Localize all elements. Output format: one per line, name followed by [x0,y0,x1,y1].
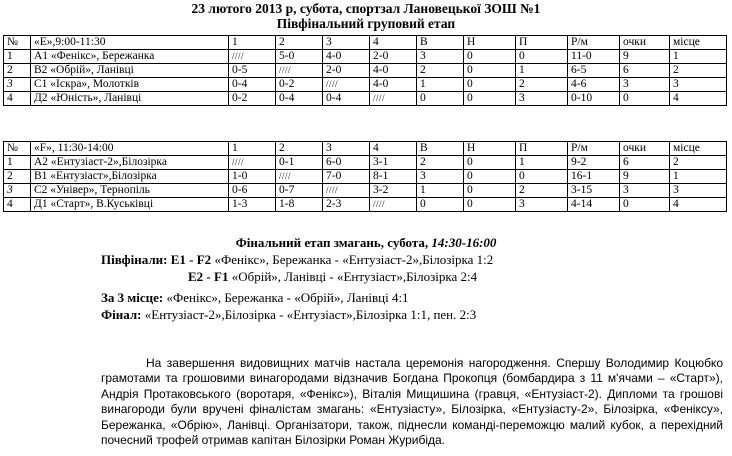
group-e-table-cell: 0 [464,64,516,78]
group-f-table-cell: 2 [417,156,464,170]
group-e-table-cell: 0 [464,78,516,92]
group-f-header-cell: 2 [276,142,323,156]
group-e-table-cell: В2 «Обрій», Ланівці [31,64,229,78]
group-e-table-cell: 3 [4,78,31,92]
group-f-table-cell: 6-0 [323,156,370,170]
group-e-table-cell: 0-2 [229,92,276,106]
group-f-table-row [4,184,727,198]
third-place-match [101,290,409,306]
group-e-table-cell: А1 «Фенікс», Бережанка [31,50,229,64]
group-e-header-cell: «Е»,9:00-11:30 [31,36,229,50]
group-e-table-cell: 2-0 [323,64,370,78]
group-f-table-row [4,170,727,184]
group-f-table [3,141,727,212]
group-f-header-cell: очки [620,142,670,156]
semifinal-1-text: «Фенікс», Бережанка - «Ентузіаст-2»,Білозірка 1:2 [211,252,494,267]
group-e-table-cell: 0-4 [323,92,370,106]
group-f-diagonal-cell: //// [323,184,370,198]
group-f-header-cell: Р/м [568,142,620,156]
group-e-table-cell: 4-0 [323,50,370,64]
group-f-table-cell: 3-1 [370,156,417,170]
group-f-table-cell: 9 [620,170,670,184]
page-header-line2: Півфінальний груповий етап [276,16,456,31]
group-e-header-cell: П [516,36,568,50]
group-f-table-cell: 3 [4,184,31,198]
group-e-table-cell: 3 [417,50,464,64]
group-f-table-cell: 9-2 [568,156,620,170]
group-f-header-cell: 4 [370,142,417,156]
group-f-table-cell: 7-0 [323,170,370,184]
group-e-table-cell: 0 [464,92,516,106]
group-e-table-cell: 0-4 [276,92,323,106]
group-f-header-row [4,142,727,156]
group-e-diagonal-cell: //// [229,50,276,64]
group-f-header-cell: № [4,142,31,156]
group-f-table-cell: 4-14 [568,198,620,212]
group-f-header-cell: «F», 11:30-14:00 [31,142,229,156]
group-f-table-cell: 3-2 [370,184,417,198]
group-f-table-cell: 6 [620,156,670,170]
group-e-table-cell: 0-4 [229,78,276,92]
group-e-table-cell: 4-0 [370,64,417,78]
group-e-table-cell: 4-6 [568,78,620,92]
group-e-table-cell: 2-0 [370,50,417,64]
group-f-header-cell: В [417,142,464,156]
group-e-header-cell: Р/м [568,36,620,50]
semifinal-2-label: Е2 - F1 [188,269,229,284]
group-e-header-row [4,36,727,50]
group-e-table-cell: С1 «Іскра», Молотків [31,78,229,92]
group-e-table-cell: 2 [670,64,727,78]
group-f-table-cell: 0 [417,198,464,212]
group-e-table-cell: 1 [417,78,464,92]
group-e-table-row [4,64,727,78]
group-e-header-cell: 2 [276,36,323,50]
group-e-table-cell: 0 [417,92,464,106]
group-e-table-cell: 5-0 [276,50,323,64]
group-f-table-row [4,156,727,170]
group-f-table-cell: 1 [417,184,464,198]
group-e-diagonal-cell: //// [323,78,370,92]
group-f-table-cell: 0 [464,170,516,184]
group-f-table-cell: С2 «Універ», Тернопіль [31,184,229,198]
final-match [101,307,476,323]
group-e-table-cell: 4-0 [370,78,417,92]
group-f-table-cell: 0 [516,170,568,184]
group-f-table-cell: 1-8 [276,198,323,212]
group-f-table-cell: 4 [670,198,727,212]
semifinal-1-label: Півфінали: Е1 - F2 [101,252,212,267]
group-e-table-cell: 0-2 [276,78,323,92]
group-f-table-cell: 1-0 [229,170,276,184]
group-e-table-cell: 0 [464,50,516,64]
group-e-table-cell: 0 [620,92,670,106]
group-f-table-cell: 3-15 [568,184,620,198]
group-e-table-cell: Д2 «Юність», Ланівці [31,92,229,106]
group-e-table-row [4,92,727,106]
group-f-diagonal-cell: //// [370,198,417,212]
semifinal-2-text: «Обрій», Ланівці - «Ентузіаст»,Білозірка 2:4 [228,269,478,284]
group-f-table-cell: 2 [516,184,568,198]
group-e-diagonal-cell: //// [276,64,323,78]
group-e-table-cell: 2 [4,64,31,78]
final-label: Фінал: [101,307,142,322]
group-f-table-cell: 1 [670,170,727,184]
group-f-table-cell: 3 [417,170,464,184]
group-e-header-cell: 4 [370,36,417,50]
group-f-table-cell: Д1 «Старт», В.Куськівці [31,198,229,212]
group-f-table-cell: 0-1 [276,156,323,170]
group-e-table-cell: 1 [4,50,31,64]
group-f-header-cell: 3 [323,142,370,156]
group-e-table-cell: 3 [620,78,670,92]
third-place-text: «Фенікс», Бережанка - «Обрій», Ланівці 4:1 [163,290,409,305]
group-f-table-cell: 1 [4,156,31,170]
group-f-table-cell: 0-6 [229,184,276,198]
group-e-table-cell: 9 [620,50,670,64]
final-text: «Ентузіаст-2»,Білозірка - «Ентузіаст»,Білозірка 1:1, пен. 2:3 [141,307,477,322]
group-f-diagonal-cell: //// [229,156,276,170]
group-e-diagonal-cell: //// [370,92,417,106]
group-e-table-cell: 0-10 [568,92,620,106]
group-f-table-cell: 3 [670,184,727,198]
group-e-header-cell: Н [464,36,516,50]
group-e-table-cell: 1 [516,64,568,78]
group-f-diagonal-cell: //// [276,170,323,184]
group-f-table-cell: 3 [620,184,670,198]
group-e-header-cell: 1 [229,36,276,50]
group-e-table-cell: 1 [670,50,727,64]
group-e-table-cell: 6-5 [568,64,620,78]
group-e-header-cell: очки [620,36,670,50]
group-f-table-cell: В1 «Ентузіаст»,Білозірка [31,170,229,184]
group-f-header-cell: Н [464,142,516,156]
group-f-table-cell: 0 [620,198,670,212]
group-e-table [3,35,727,106]
group-f-header-cell: П [516,142,568,156]
group-f-table-cell: 0 [464,184,516,198]
group-e-table-cell: 6 [620,64,670,78]
group-f-header-cell: 1 [229,142,276,156]
semifinal-1 [101,252,493,268]
page-header-line1: 23 лютого 2013 р, субота, спортзал Лановецької ЗОШ №1 [191,1,541,16]
group-f-table-cell: 0 [464,156,516,170]
group-e-header-cell: місце [670,36,727,50]
group-e-table-cell: 0-5 [229,64,276,78]
group-e-table-row [4,50,727,64]
group-e-table-cell: 3 [516,92,568,106]
finals-title [0,235,732,250]
group-f-table-cell: 2 [4,170,31,184]
group-f-table-cell: 1-3 [229,198,276,212]
group-e-header-cell: № [4,36,31,50]
group-f-table-cell: 16-1 [568,170,620,184]
group-e-table-cell: 4 [4,92,31,106]
group-e-header-cell: 3 [323,36,370,50]
group-f-header-cell: місце [670,142,727,156]
group-e-table-row [4,78,727,92]
group-f-table-cell: 8-1 [370,170,417,184]
finals-title-text: Фінальний етап змагань, субота, [235,235,432,250]
group-f-table-cell: 1 [516,156,568,170]
ceremony-paragraph: На завершення видовищних матчів настала церемонія нагородження. Спершу Володимир Коцюбко грамотами та грошовими винагородами відзначив Богдана Прокопця (бомбардира з 11 м'ячами – «Старт»), Андрія Протаковського (воротаря, «Фенікс»), Віталія Мищишина (гравця, «Ентузіаст-2). Дипломи та грошові винагороди були вручені фіналістам змагань: «Ентузіасту», Білозірка, «Ентузіасту-2», Білозірка, «Феніксу», Бережанка, «Обрію», Ланівці. Організатори, також, піднесли команді-переможцю малий кубок, а перехідний почесний трофей отримав капітан Білозірки Роман Журибіда. [101,356,723,448]
finals-title-time: 14:30-16:00 [431,235,497,250]
group-f-table-cell: А2 «Ентузіаст-2»,Білозірка [31,156,229,170]
group-e-table-cell: 0 [516,50,568,64]
group-f-table-cell: 2 [670,156,727,170]
group-e-table-cell: 4 [670,92,727,106]
group-f-table-cell: 0 [464,198,516,212]
group-f-table-cell: 3 [516,198,568,212]
group-f-table-row [4,198,727,212]
group-e-table-cell: 2 [417,64,464,78]
group-e-table-cell: 2 [516,78,568,92]
group-f-table-cell: 0-7 [276,184,323,198]
third-place-label: За 3 місце: [101,290,164,305]
group-f-table-cell: 2-3 [323,198,370,212]
group-e-table-cell: 3 [670,78,727,92]
group-f-table-cell: 4 [4,198,31,212]
semifinal-2 [188,269,477,285]
group-e-header-cell: В [417,36,464,50]
group-e-table-cell: 11-0 [568,50,620,64]
